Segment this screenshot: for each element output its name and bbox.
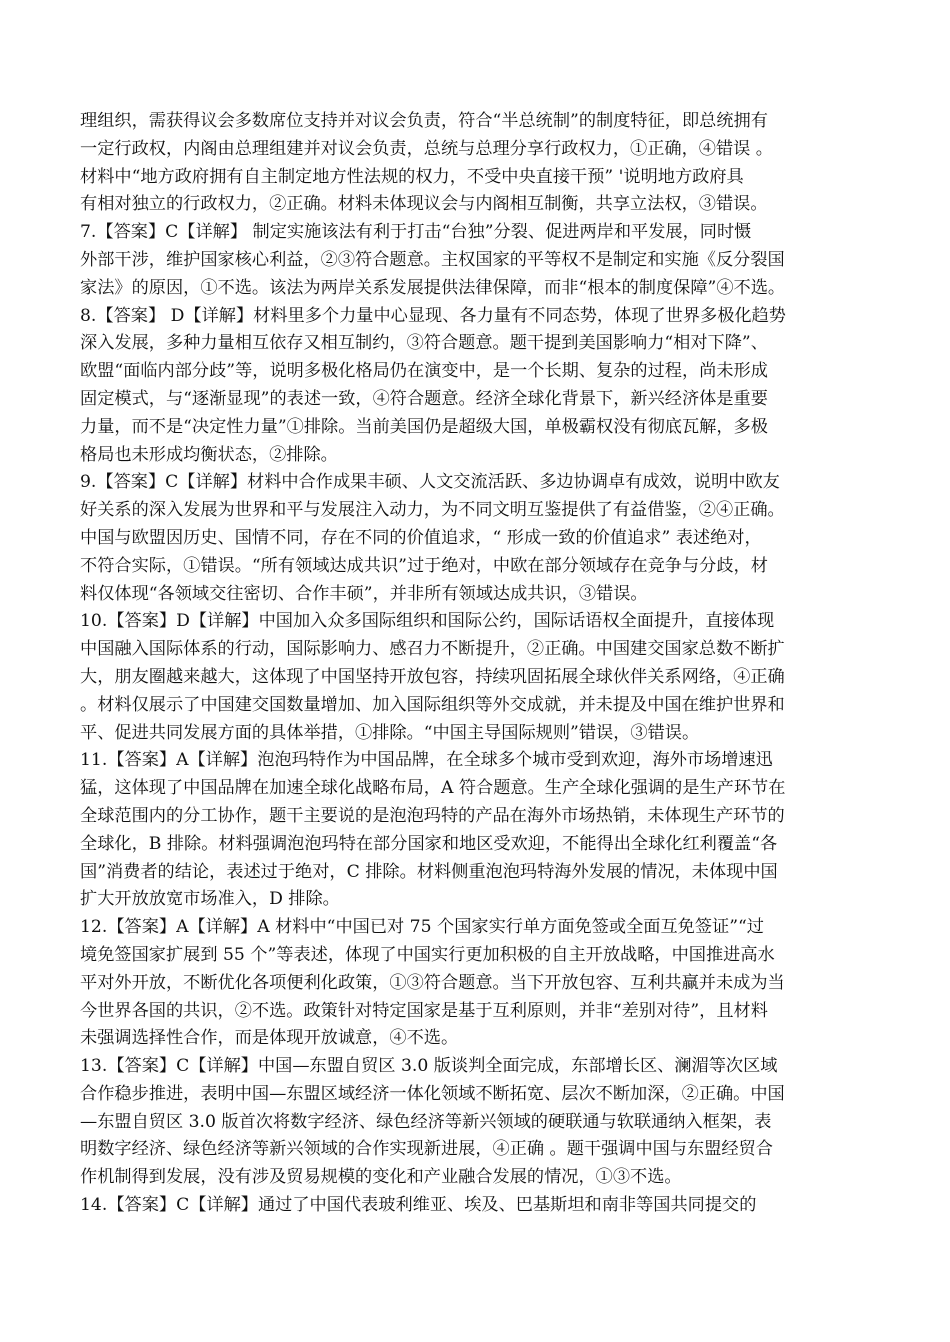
text-line: 扩大开放放宽市场准入，D 排除。 (80, 889, 340, 910)
text-line: 格局也未形成均衡状态，②排除。 (80, 444, 338, 465)
text-line: 12.【答案】A【详解】A 材料中“中国已对 75 个国家实行单方面免签或全面互免签证”“过 (80, 917, 764, 938)
text-line: 全球化，B 排除。材料强调泡泡玛特在部分国家和地区受欢迎，不能得出全球化红利覆盖“各 (80, 833, 778, 854)
text-line: 固定模式，与“逐渐显现”的表述一致，④符合题意。经济全球化背景下，新兴经济体是重要 (80, 388, 768, 409)
text-line: 。材料仅展示了中国建交国数量增加、加入国际组织等外交成就，并未提及中国在维护世界和 (80, 694, 785, 715)
text-line: 8.【答案】 D【详解】材料里多个力量中心显现、各力量有不同态势，体现了世界多极化趋势 (80, 305, 786, 326)
text-line: 料仅体现“各领域交往密切、合作丰硕”，并非所有领域达成共识，③错误。 (80, 583, 648, 604)
text-line: 7.【答案】C【详解】 制定实施该法有利于打击“台独”分裂、促进两岸和平发展，同时慑 (80, 222, 752, 243)
text-line: 不符合实际，①错误。“所有领域达成共识”过于绝对，中欧在部分领域存在竞争与分歧，材 (80, 555, 768, 576)
text-line: 家法》的原因，①不选。该法为两岸关系发展提供法律保障，而非“根本的制度保障”④不选。 (80, 277, 786, 298)
text-line: —东盟自贸区 3.0 版首次将数字经济、绿色经济等新兴领域的硬联通与软联通纳入框架，表 (80, 1111, 772, 1132)
text-line: 明数字经济、绿色经济等新兴领域的合作实现新进展，④正确 。题干强调中国与东盟经贸合 (80, 1139, 773, 1160)
text-line: 今世界各国的共识，②不选。政策针对特定国家是基于互利原则，并非“差别对待”，且材料 (80, 1000, 768, 1021)
text-line: 中国与欧盟因历史、国情不同，存在不同的价值追求，“ 形成一致的价值追求” 表述绝对， (80, 527, 762, 548)
text-line: 境免签国家扩展到 55 个”等表述，体现了中国实行更加积极的自主开放战略，中国推进高水 (80, 944, 775, 965)
text-line: 9.【答案】C【详解】材料中合作成果丰硕、人文交流活跃、多边协调卓有成效，说明中欧友 (80, 472, 780, 493)
text-line: 作机制得到发展，没有涉及贸易规模的变化和产业融合发展的情况，①③不选。 (80, 1167, 682, 1188)
text-line: 猛，这体现了中国品牌在加速全球化战略布局，A 符合题意。生产全球化强调的是生产环节在 (80, 778, 786, 799)
text-line: 深入发展，多种力量相互依存又相互制约，③符合题意。题干提到美国影响力“相对下降”、 (80, 333, 768, 354)
text-line: 好关系的深入发展为世界和平与发展注入动力，为不同文明互鉴提供了有益借鉴，②④正确。 (80, 500, 785, 521)
text-line: 未强调选择性合作，而是体现开放诚意，④不选。 (80, 1028, 459, 1049)
text-line: 国”消费者的结论，表述过于绝对，C 排除。材料侧重泡泡玛特海外发展的情况，未体现中国 (80, 861, 778, 882)
text-line: 中国融入国际体系的行动，国际影响力、感召力不断提升，②正确。中国建交国家总数不断扩 (80, 639, 785, 660)
text-line: 外部干涉，维护国家核心利益，②③符合题意。主权国家的平等权不是制定和实施《反分裂国 (80, 249, 785, 270)
text-line: 平对外开放，不断优化各项便利化政策，①③符合题意。当下开放包容、互利共赢并未成为当 (80, 972, 785, 993)
text-line: 大，朋友圈越来越大，这体现了中国坚持开放包容，持续巩固拓展全球伙伴关系网络，④正确 (80, 666, 785, 687)
text-line: 10.【答案】D【详解】中国加入众多国际组织和国际公约，国际话语权全面提升，直接体现 (80, 611, 775, 632)
text-line: 全球范围内的分工协作，题干主要说的是泡泡玛特的产品在海外市场热销，未体现生产环节的 (80, 805, 785, 826)
text-line: 欧盟“面临内部分歧”等，说明多极化格局仍在演变中，是一个长期、复杂的过程，尚未形成 (80, 361, 768, 382)
answer-explanations-text (80, 108, 880, 1220)
text-line: 14.【答案】C【详解】通过了中国代表玻利维亚、埃及、巴基斯坦和南非等国共同提交的 (80, 1195, 757, 1216)
text-line: 平、促进共同发展方面的具体举措，①排除。“中国主导国际规则”错误，③错误。 (80, 722, 700, 743)
text-line: 11.【答案】A【详解】泡泡玛特作为中国品牌，在全球多个城市受到欢迎，海外市场增速迅 (80, 750, 773, 771)
text-line: 理组织，需获得议会多数席位支持并对议会负责，符合“半总统制”的制度特征，即总统拥有 (80, 111, 768, 131)
text-line: 一定行政权，内阁由总理组建并对议会负责，总统与总理分享行政权力，①正确，④错误 。 (80, 138, 773, 159)
text-line: 材料中“地方政府拥有自主制定地方性法规的权力，不受中央直接干预” '说明地方政府具 (80, 166, 744, 187)
text-line: 13.【答案】C【详解】中国—东盟自贸区 3.0 版谈判全面完成，东部增长区、澜湄等次区域 (80, 1056, 778, 1077)
text-line: 合作稳步推进，表明中国—东盟区域经济一体化领域不断拓宽、层次不断加深，②正确。中国 (80, 1083, 785, 1104)
text-line: 有相对独立的行政权力，②正确。材料未体现议会与内阁相互制衡，共享立法权，③错误。 (80, 194, 768, 215)
text-line: 力量，而不是“决定性力量”①排除。当前美国仍是超级大国，单极霸权没有彻底瓦解，多极 (80, 416, 768, 437)
